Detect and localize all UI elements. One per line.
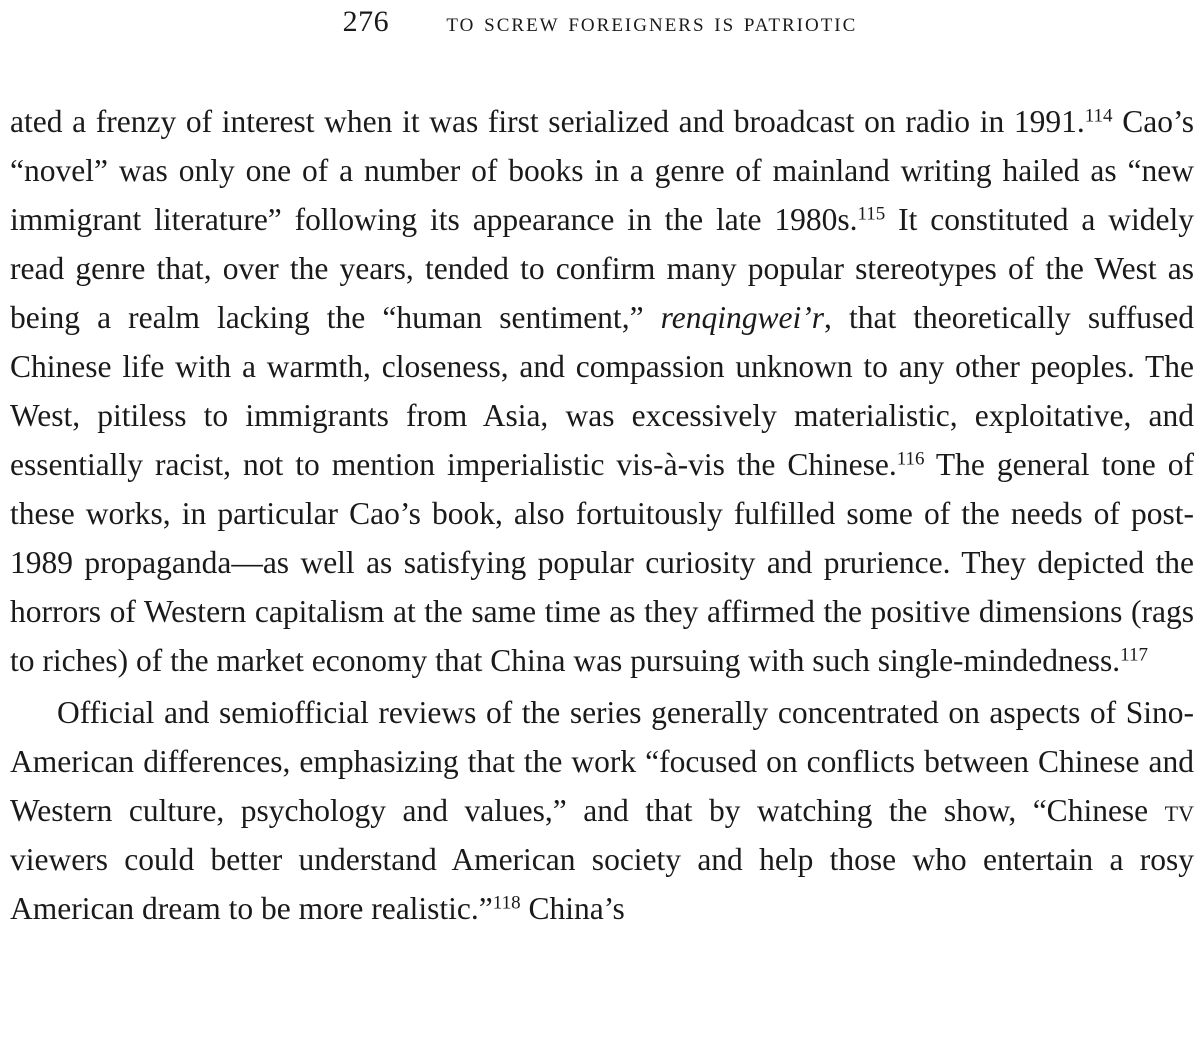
italic-term: renqingwei’r [660, 300, 824, 335]
running-head [0, 4, 1200, 40]
footnote-ref-117: 117 [1120, 644, 1148, 666]
small-caps-abbreviation: tv [1164, 793, 1194, 828]
paragraph-text: The general tone of these works, in particular Cao’s book, also fortuitously fulfilled some of the needs of post-1989 propaganda—as well as satisfying popular curiosity and prurience. They depicted the horrors of Western capitalism at the same time as they affirmed the positive dimensions (rags to riches) of the market economy that China was pursuing with such single-mindedness. [10, 447, 1194, 678]
paragraph-text: It constituted a widely read genre that, over the years, tended to confirm many popular stereotypes of the West as being a realm lacking the “human sentiment,” [10, 202, 1195, 335]
paragraph-continued [10, 97, 1194, 685]
footnote-ref-116: 116 [896, 448, 925, 470]
body-text [10, 97, 1194, 933]
paragraph [10, 688, 1194, 933]
paragraph-text: ated a frenzy of interest when it was first serialized and broadcast on radio in 1991. [10, 104, 1085, 139]
paragraph-text: viewers could better understand American society and help those who entertain a rosy American dream to be more realistic.” [10, 842, 1194, 926]
paragraph-text: , that theoretically suffused Chinese life with a warmth, closeness, and compassion unknown to any other peoples. The West, pitiless to immigrants from Asia, was excessively materialistic, exploitative, and essentially racist, not to mention imperialistic vis-à-vis the Chinese. [10, 300, 1194, 482]
paragraph-text: Cao’s “novel” was only one of a number of books in a genre of mainland writing hailed as “new immigrant literature” following its appearance in the late 1980s. [10, 104, 1194, 237]
paragraph-text: China’s [520, 891, 625, 926]
footnote-ref-118: 118 [492, 892, 521, 914]
footnote-ref-114: 114 [1084, 105, 1113, 127]
paragraph-text: Official and semiofficial reviews of the series generally concentrated on aspects of Sino-American differences, emphasizing that the work “focused on conflicts between Chinese and Western culture, psychology and values,” and that by watching the show, “Chinese [10, 695, 1194, 828]
footnote-ref-115: 115 [857, 203, 886, 225]
page-number: 276 [342, 5, 390, 38]
chapter-title: to screw foreigners is patriotic [446, 7, 858, 37]
